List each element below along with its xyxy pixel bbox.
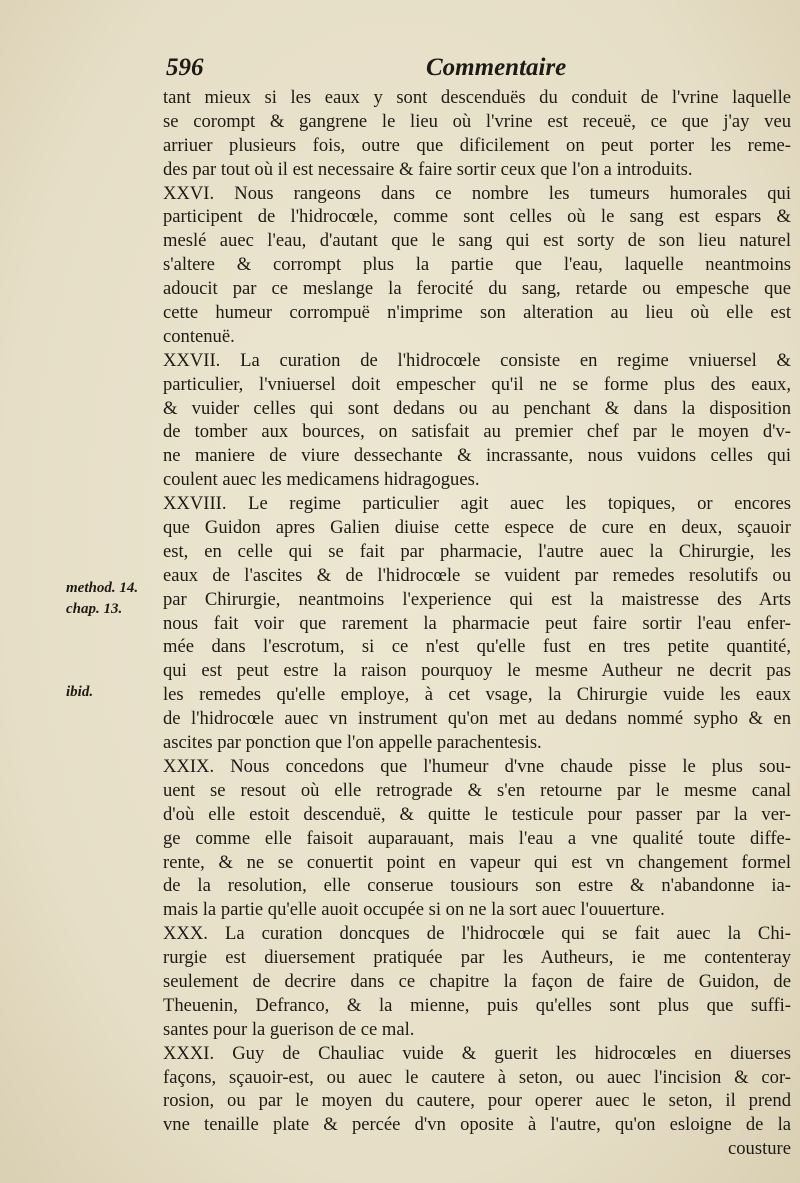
text-line: adoucit par ce meslange la ferocité du sang, retarde ou empesche que <box>163 278 791 300</box>
margin-note-ibid <box>66 684 93 701</box>
text-line: mais la partie qu'elle auoit occupée si on ne la sort auec l'ouuerture. <box>163 899 665 921</box>
margin-note-line: method. 14. <box>66 580 139 596</box>
text-line: ascites par ponction que l'on appelle parachentesis. <box>163 732 542 754</box>
text-line: uent se resout où elle retrograde & s'en retourne par le mesme canal <box>163 779 791 801</box>
text-line: XXVII. La curation de l'hidrocœle consiste en regime vniuersel & <box>163 349 791 371</box>
text-line: XXVIII. Le regime particulier agit auec les topiques, or encores <box>163 493 791 515</box>
text-line: XXX. La curation doncques de l'hidrocœle qui se fait auec la Chi- <box>163 923 791 945</box>
text-line: XXIX. Nous concedons que l'humeur d'vne chaude pisse le plus sou- <box>163 755 791 777</box>
text-line: eaux de l'ascites & de l'hidrocœle se vuident par remedes resolutifs ou <box>163 564 791 586</box>
text-line: nous fait voir que rarement la pharmacie peut faire sortir l'eau enfer- <box>163 612 791 634</box>
text-line: façons, sçauoir-est, ou auec le cautere à seton, ou auec l'incision & cor- <box>163 1066 791 1088</box>
text-line: des par tout où il est necessaire & faire sortir ceux que l'on a introduits. <box>163 158 693 180</box>
text-line: les remedes qu'elle employe, à cet vsage, la Chirurgie vuide les eaux <box>163 684 791 706</box>
running-title: Commentaire <box>426 54 567 81</box>
text-line: de l'hidrocœle auec vn instrument qu'on met au dedans nommé sypho & en <box>163 708 791 730</box>
text-line: d'où elle estoit descenduë, & quitte le testicule pour passer par la ver- <box>163 803 791 825</box>
text-line: & vuider celles qui sont dedans ou au penchant & dans la disposition <box>163 397 791 419</box>
text-line: particulier, l'vniuersel doit empescher qu'il ne se forme plus des eaux, <box>163 373 791 395</box>
text-line: tant mieux si les eaux y sont descenduës du conduit de l'vrine laquelle <box>163 87 791 108</box>
text-line: santes pour la guerison de ce mal. <box>163 1018 415 1040</box>
text-line: cousture <box>728 1138 791 1160</box>
text-line: ge comme elle faisoit auparauant, mais l'eau a vne qualité toute diffe- <box>163 827 791 849</box>
margin-note-method <box>66 580 138 618</box>
text-line: XXVI. Nous rangeons dans ce nombre les tumeurs humorales qui <box>163 182 791 204</box>
text-line: que Guidon apres Galien diuise cette espece de cure en deux, sçauoir <box>163 517 791 539</box>
text-line: de la resolution, elle conserue tousiours son estre & n'abandonne ia- <box>163 875 791 897</box>
text-line: meslé auec l'eau, d'autant que le sang qui est sorty de son lieu naturel <box>163 230 791 252</box>
text-line: contenuë. <box>163 325 235 347</box>
page-header <box>160 52 760 88</box>
text-line: cette humeur corrompuë n'imprime son alteration au lieu où elle est <box>163 302 791 324</box>
text-line: rosion, ou par le moyen du cautere, pour operer auec le seton, il prend <box>163 1090 791 1112</box>
text-line: XXXI. Guy de Chauliac vuide & guerit les hidrocœles en diuerses <box>163 1042 791 1064</box>
text-line: coulent auec les medicamens hidragogues. <box>163 469 480 491</box>
text-line: par Chirurgie, neantmoins l'experience qui est la maistresse des Arts <box>163 588 791 610</box>
text-line: rente, & ne se conuertit point en vapeur qui est vn changement formel <box>163 851 791 873</box>
text-line: s'altere & corrompt plus la partie que l'eau, laquelle neantmoins <box>163 254 791 276</box>
text-line: qui est peut estre la raison pourquoy le mesme Autheur ne decrit pas <box>163 660 791 682</box>
margin-note-line: chap. 13. <box>66 601 123 617</box>
text-line: participent de l'hidrocœle, comme sont celles où le sang est espars & <box>163 206 791 228</box>
text-line: ne maniere de viure dessechante & incrassante, nous vuidons celles qui <box>163 445 791 467</box>
body-text <box>163 86 791 1161</box>
text-line: mée dans l'escrotum, si ce n'est qu'elle fust en tres petite quantité, <box>163 636 791 658</box>
margin-note-line: ibid. <box>66 684 94 700</box>
page-number: 596 <box>166 54 204 81</box>
text-line: seulement de decrire dans ce chapitre la façon de faire de Guidon, de <box>163 970 791 992</box>
text-line: arriuer plusieurs fois, outre que dificilement on peut porter les reme- <box>163 134 791 156</box>
text-line: est, en celle qui se fait par pharmacie, l'autre auec la Chirurgie, les <box>163 540 791 562</box>
text-line: vne tenaille plate & percée d'vn oposite à l'autre, qu'on esloigne de la <box>163 1114 791 1136</box>
text-line: rurgie est diuersement pratiquée par les Autheurs, ie me contenteray <box>163 947 791 969</box>
text-line: Theuenin, Defranco, & la mienne, puis qu'elles sont plus que suffi- <box>163 994 791 1016</box>
text-line: de tomber aux bources, on satisfait au premier chef par le moyen d'v- <box>163 421 791 443</box>
text-line: se corompt & gangrene le lieu où l'vrine est receuë, ce que j'ay veu <box>163 110 791 132</box>
